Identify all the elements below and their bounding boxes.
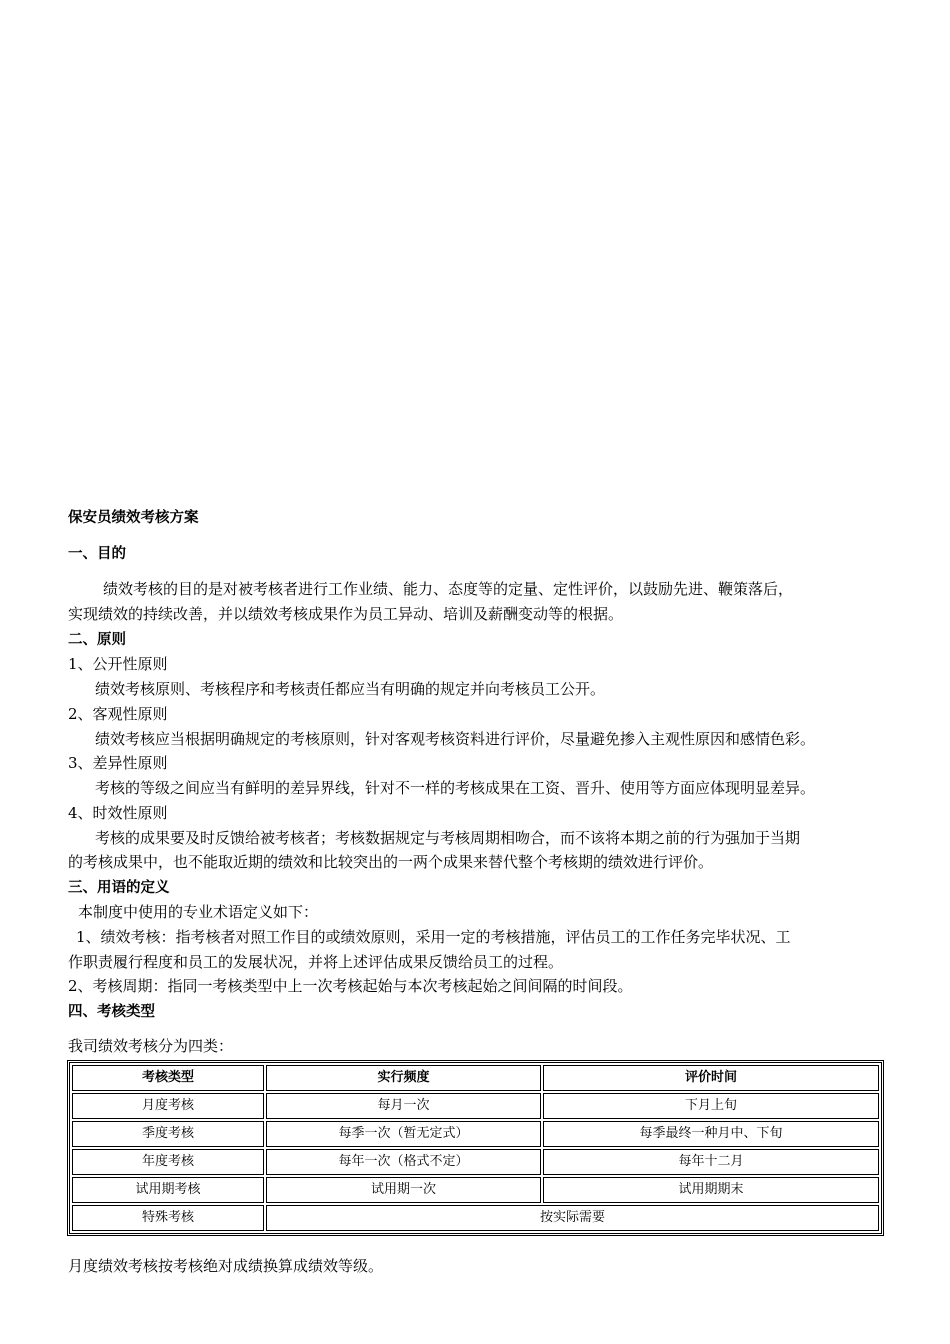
types-footer-note: 月度绩效考核按考核绝对成绩换算成绩效等级。 (68, 1257, 384, 1275)
table-cell: 每年一次（格式不定） (266, 1149, 541, 1175)
section-heading-types: 四、考核类型 (68, 1004, 155, 1020)
table-row (72, 1149, 879, 1175)
document-title: 保安员绩效考核方案 (68, 510, 199, 526)
table-cell: 月度考核 (72, 1093, 264, 1119)
principle-title: 3、差异性原则 (68, 754, 168, 772)
assessment-types-table (67, 1060, 884, 1236)
table-cell: 试用期考核 (72, 1177, 264, 1203)
table-cell: 下月上旬 (543, 1093, 879, 1119)
section-heading-definitions: 三、用语的定义 (68, 880, 170, 896)
principle-text: 的考核成果中，也不能取近期的绩效和比较突出的一两个成果来替代整个考核期的绩效进行评价。 (68, 853, 714, 871)
table-row (72, 1177, 879, 1203)
table-cell: 试用期期末 (543, 1177, 879, 1203)
purpose-paragraph-line: 实现绩效的持续改善，并以绩效考核成果作为员工异动、培训及薪酬变动等的根据。 (68, 605, 624, 623)
table-cell: 每月一次 (266, 1093, 541, 1119)
definition-text: 2、考核周期：指同一考核类型中上一次考核起始与本次考核起始之间间隔的时间段。 (68, 977, 633, 995)
principle-text: 绩效考核应当根据明确规定的考核原则，针对客观考核资料进行评价，尽量避免掺入主观性原因和感情色彩。 (95, 730, 816, 748)
table-row (72, 1121, 879, 1147)
purpose-paragraph-line: 绩效考核的目的是对被考核者进行工作业绩、能力、态度等的定量、定性评价，以鼓励先进、鞭策落后， (103, 580, 794, 598)
table-header-cell: 实行频度 (266, 1065, 541, 1091)
section-heading-principles: 二、原则 (68, 632, 126, 648)
table-row (72, 1093, 879, 1119)
table-cell: 每年十二月 (543, 1149, 879, 1175)
table-header-row (72, 1065, 879, 1091)
principle-title: 2、客观性原则 (68, 705, 168, 723)
definition-text: 作职责履行程度和员工的发展状况，并将上述评估成果反馈给员工的过程。 (68, 953, 564, 971)
table-header-cell: 考核类型 (72, 1065, 264, 1091)
table-cell: 每季一次（暂无定式） (266, 1121, 541, 1147)
table-header-cell: 评价时间 (543, 1065, 879, 1091)
types-intro: 我司绩效考核分为四类： (68, 1037, 234, 1055)
section-heading-purpose: 一、目的 (68, 546, 126, 562)
definition-text: 1、绩效考核：指考核者对照工作目的或绩效原则，采用一定的考核措施，评估员工的工作任务完毕状况、工 (76, 928, 791, 946)
table-cell: 年度考核 (72, 1149, 264, 1175)
table-row (72, 1205, 879, 1231)
definitions-intro: 本制度中使用的专业术语定义如下： (78, 903, 319, 921)
table-cell: 每季最终一种月中、下旬 (543, 1121, 879, 1147)
principle-text: 绩效考核原则、考核程序和考核责任都应当有明确的规定并向考核员工公开。 (95, 680, 606, 698)
table-cell: 季度考核 (72, 1121, 264, 1147)
table-cell: 试用期一次 (266, 1177, 541, 1203)
principle-text: 考核的成果要及时反馈给被考核者；考核数据规定与考核周期相吻合，而不该将本期之前的行为强加于当期 (95, 829, 801, 847)
principle-title: 4、时效性原则 (68, 804, 168, 822)
table-cell: 按实际需要 (266, 1205, 879, 1231)
principle-title: 1、公开性原则 (68, 655, 168, 673)
principle-text: 考核的等级之间应当有鲜明的差异界线，针对不一样的考核成果在工资、晋升、使用等方面应体现明显差异。 (95, 779, 816, 797)
table-cell: 特殊考核 (72, 1205, 264, 1231)
